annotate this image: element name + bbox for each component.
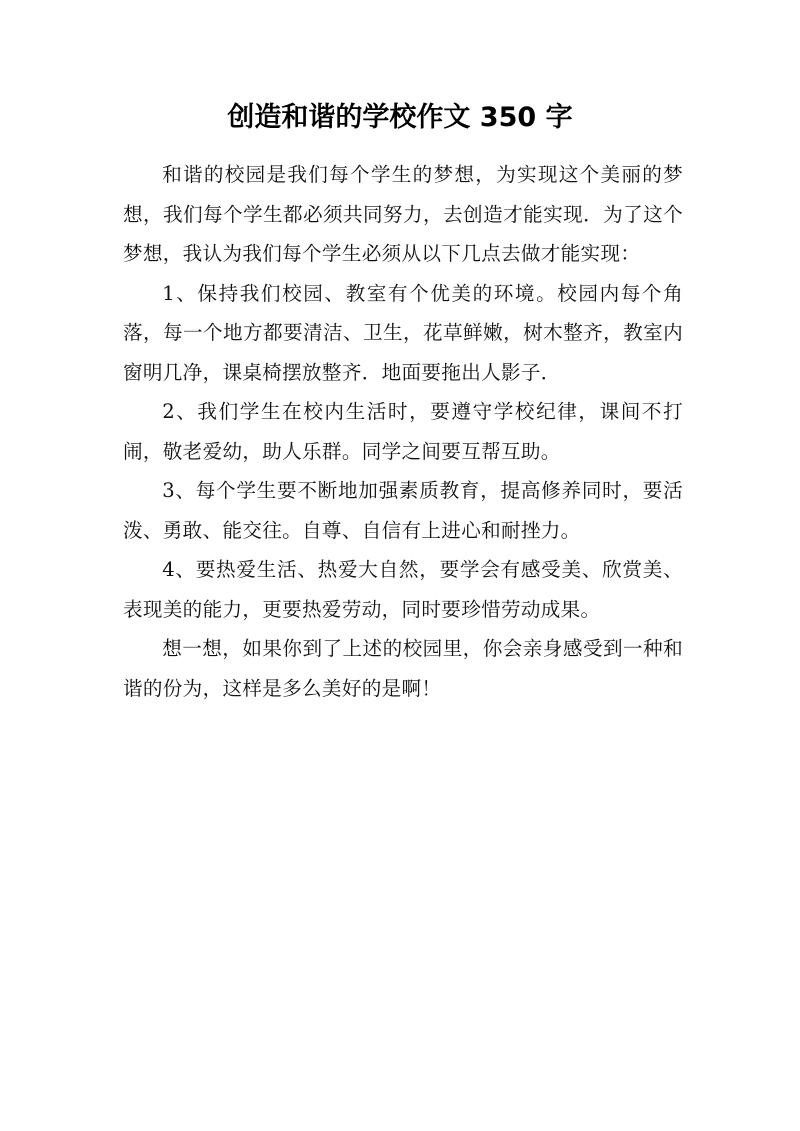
page-title: 创造和谐的学校作文 350 字 bbox=[227, 102, 573, 133]
paragraph-point-3: 3、每个学生要不断地加强素质教育，提高修养同时，要活泼、勇敢、能交往。自尊、自信有上进心和耐挫力。 bbox=[123, 479, 683, 542]
paragraph-conclusion: 想一想，如果你到了上述的校园里，你会亲身感受到一种和谐的份为，这样是多么美好的是啊！ bbox=[123, 637, 683, 700]
paragraph-intro: 和谐的校园是我们每个学生的梦想，为实现这个美丽的梦想，我们每个学生都必须共同努力，去创造才能实现．为了这个梦想，我认为我们每个学生必须从以下几点去做才能实现： bbox=[123, 163, 683, 265]
paragraph-point-2: 2、我们学生在校内生活时，要遵守学校纪律，课间不打闹，敬老爱幼，助人乐群。同学之间要互帮互助。 bbox=[123, 400, 683, 463]
paragraph-point-4: 4、要热爱生活、热爱大自然，要学会有感受美、欣赏美、表现美的能力，更要热爱劳动，同时要珍惜劳动成果。 bbox=[123, 558, 683, 621]
paragraph-point-1: 1、保持我们校园、教室有个优美的环境。校园内每个角落，每一个地方都要清洁、卫生，花草鲜嫩，树木整齐，教室内窗明几净，课桌椅摆放整齐．地面要拖出人影子． bbox=[123, 281, 683, 384]
essay-body bbox=[123, 155, 683, 708]
